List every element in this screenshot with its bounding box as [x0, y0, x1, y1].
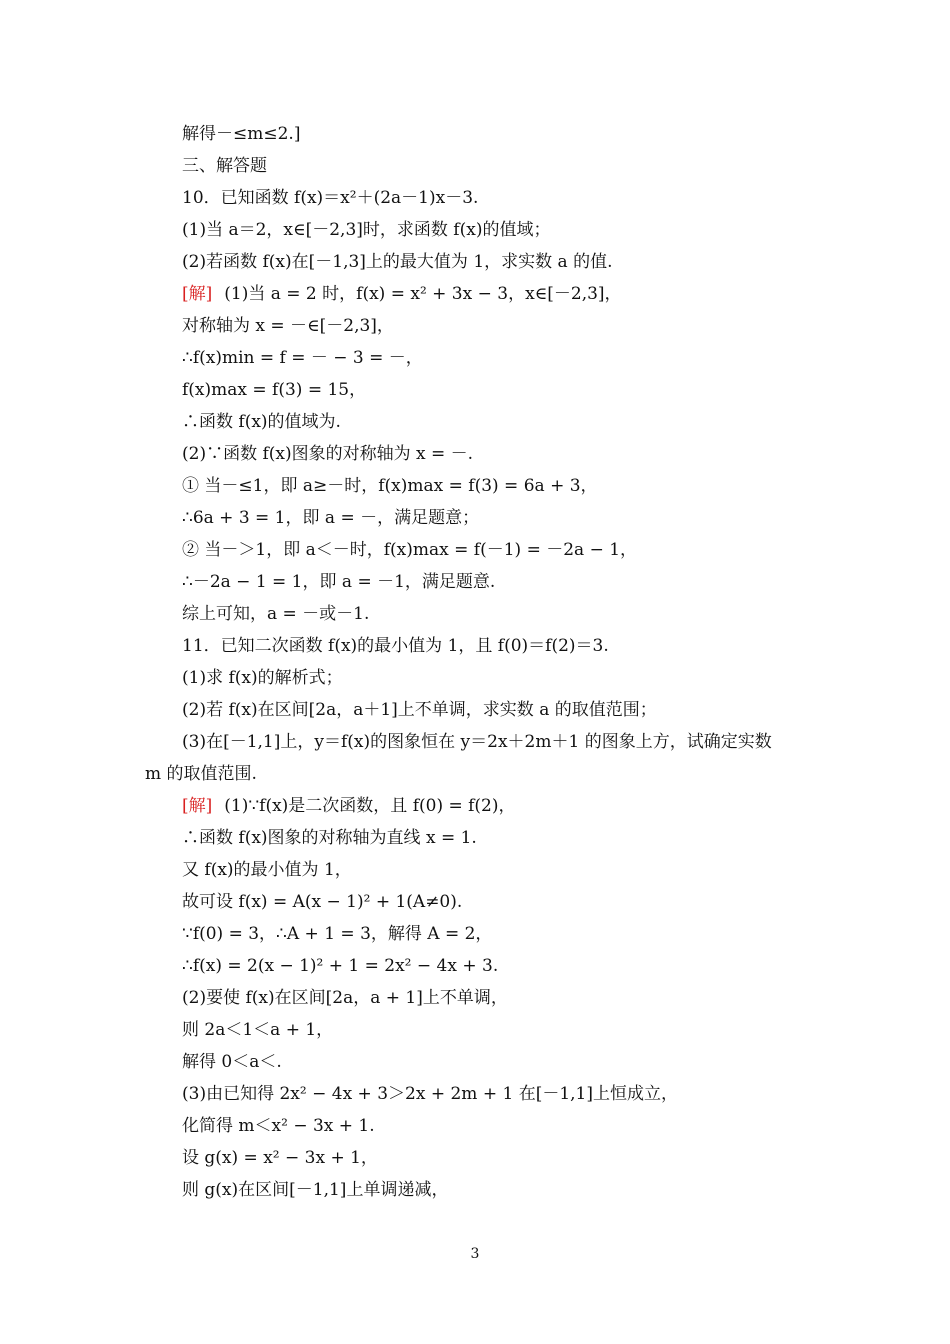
text-line: 对称轴为 x = －∈[－2,3]，	[182, 316, 394, 336]
section-heading: 三、解答题	[182, 156, 267, 176]
text-line: 解得－≤m≤2.]	[182, 124, 301, 144]
solution-tag: [解]	[182, 796, 213, 816]
text-line: f(x)max = f(3) = 15，	[182, 380, 367, 400]
text-line: ∴－2a − 1 = 1，即 a = －1，满足题意.	[182, 572, 496, 592]
text-line: 化简得 m＜x² − 3x + 1.	[182, 1116, 375, 1136]
text-line: (1)当 a＝2，x∈[－2,3]时，求函数 f(x)的值域；	[182, 220, 551, 240]
text-line: ∴函数 f(x)的值域为.	[182, 412, 341, 432]
text-line: (3)在[－1,1]上，y＝f(x)的图象恒在 y＝2x＋2m＋1 的图象上方，试确定实数	[182, 732, 772, 752]
text-line: 综上可知，a = －或－1.	[182, 604, 370, 624]
text-line: 设 g(x) = x² − 3x + 1，	[182, 1148, 378, 1168]
text-line: ∴6a + 3 = 1，即 a = －，满足题意；	[182, 508, 480, 528]
text-line: (2)要使 f(x)在区间[2a，a + 1]上不单调，	[182, 988, 508, 1008]
text-line: (2)若 f(x)在区间[2a，a＋1]上不单调，求实数 a 的取值范围；	[182, 700, 657, 720]
solution-tag: [解]	[182, 284, 213, 304]
text-line: 则 2a＜1＜a + 1，	[182, 1020, 334, 1040]
text-line: 又 f(x)的最小值为 1，	[182, 860, 352, 880]
text-line: ∴f(x) = 2(x − 1)² + 1 = 2x² − 4x + 3.	[182, 956, 499, 976]
solution-line: [解] (1)∵f(x)是二次函数，且 f(0) = f(2)，	[182, 796, 516, 816]
problem-11-statement: 11．已知二次函数 f(x)的最小值为 1，且 f(0)＝f(2)＝3.	[182, 636, 609, 656]
text-line: (2)若函数 f(x)在[－1,3]上的最大值为 1，求实数 a 的值.	[182, 252, 613, 272]
text-line: 解得 0＜a＜.	[182, 1052, 282, 1072]
text-line: (1)求 f(x)的解析式；	[182, 668, 343, 688]
text-line: (2)∵函数 f(x)图象的对称轴为 x = －.	[182, 444, 474, 464]
solution-line: [解] (1)当 a = 2 时，f(x) = x² + 3x − 3，x∈[－2,3]，	[182, 284, 622, 304]
text-line: 故可设 f(x) = A(x − 1)² + 1(A≠0).	[182, 892, 463, 912]
text-line: m 的取值范围.	[145, 764, 257, 784]
text-line: ∴函数 f(x)图象的对称轴为直线 x = 1.	[182, 828, 477, 848]
text-line: 则 g(x)在区间[－1,1]上单调递减，	[182, 1180, 449, 1200]
text-line: (3)由已知得 2x² − 4x + 3＞2x + 2m + 1 在[－1,1]上恒成立，	[182, 1084, 678, 1104]
text-line: ② 当－＞1，即 a＜－时，f(x)max = f(－1) = －2a − 1，	[182, 540, 638, 560]
problem-10-statement: 10．已知函数 f(x)＝x²＋(2a－1)x－3.	[182, 188, 479, 208]
text-line: ① 当－≤1，即 a≥－时，f(x)max = f(3) = 6a + 3，	[182, 476, 598, 496]
text-line: ∵f(0) = 3，∴A + 1 = 3，解得 A = 2，	[182, 924, 493, 944]
page-number: 3	[470, 1246, 480, 1262]
text-line: ∴f(x)min = f = － − 3 = －，	[182, 348, 423, 368]
